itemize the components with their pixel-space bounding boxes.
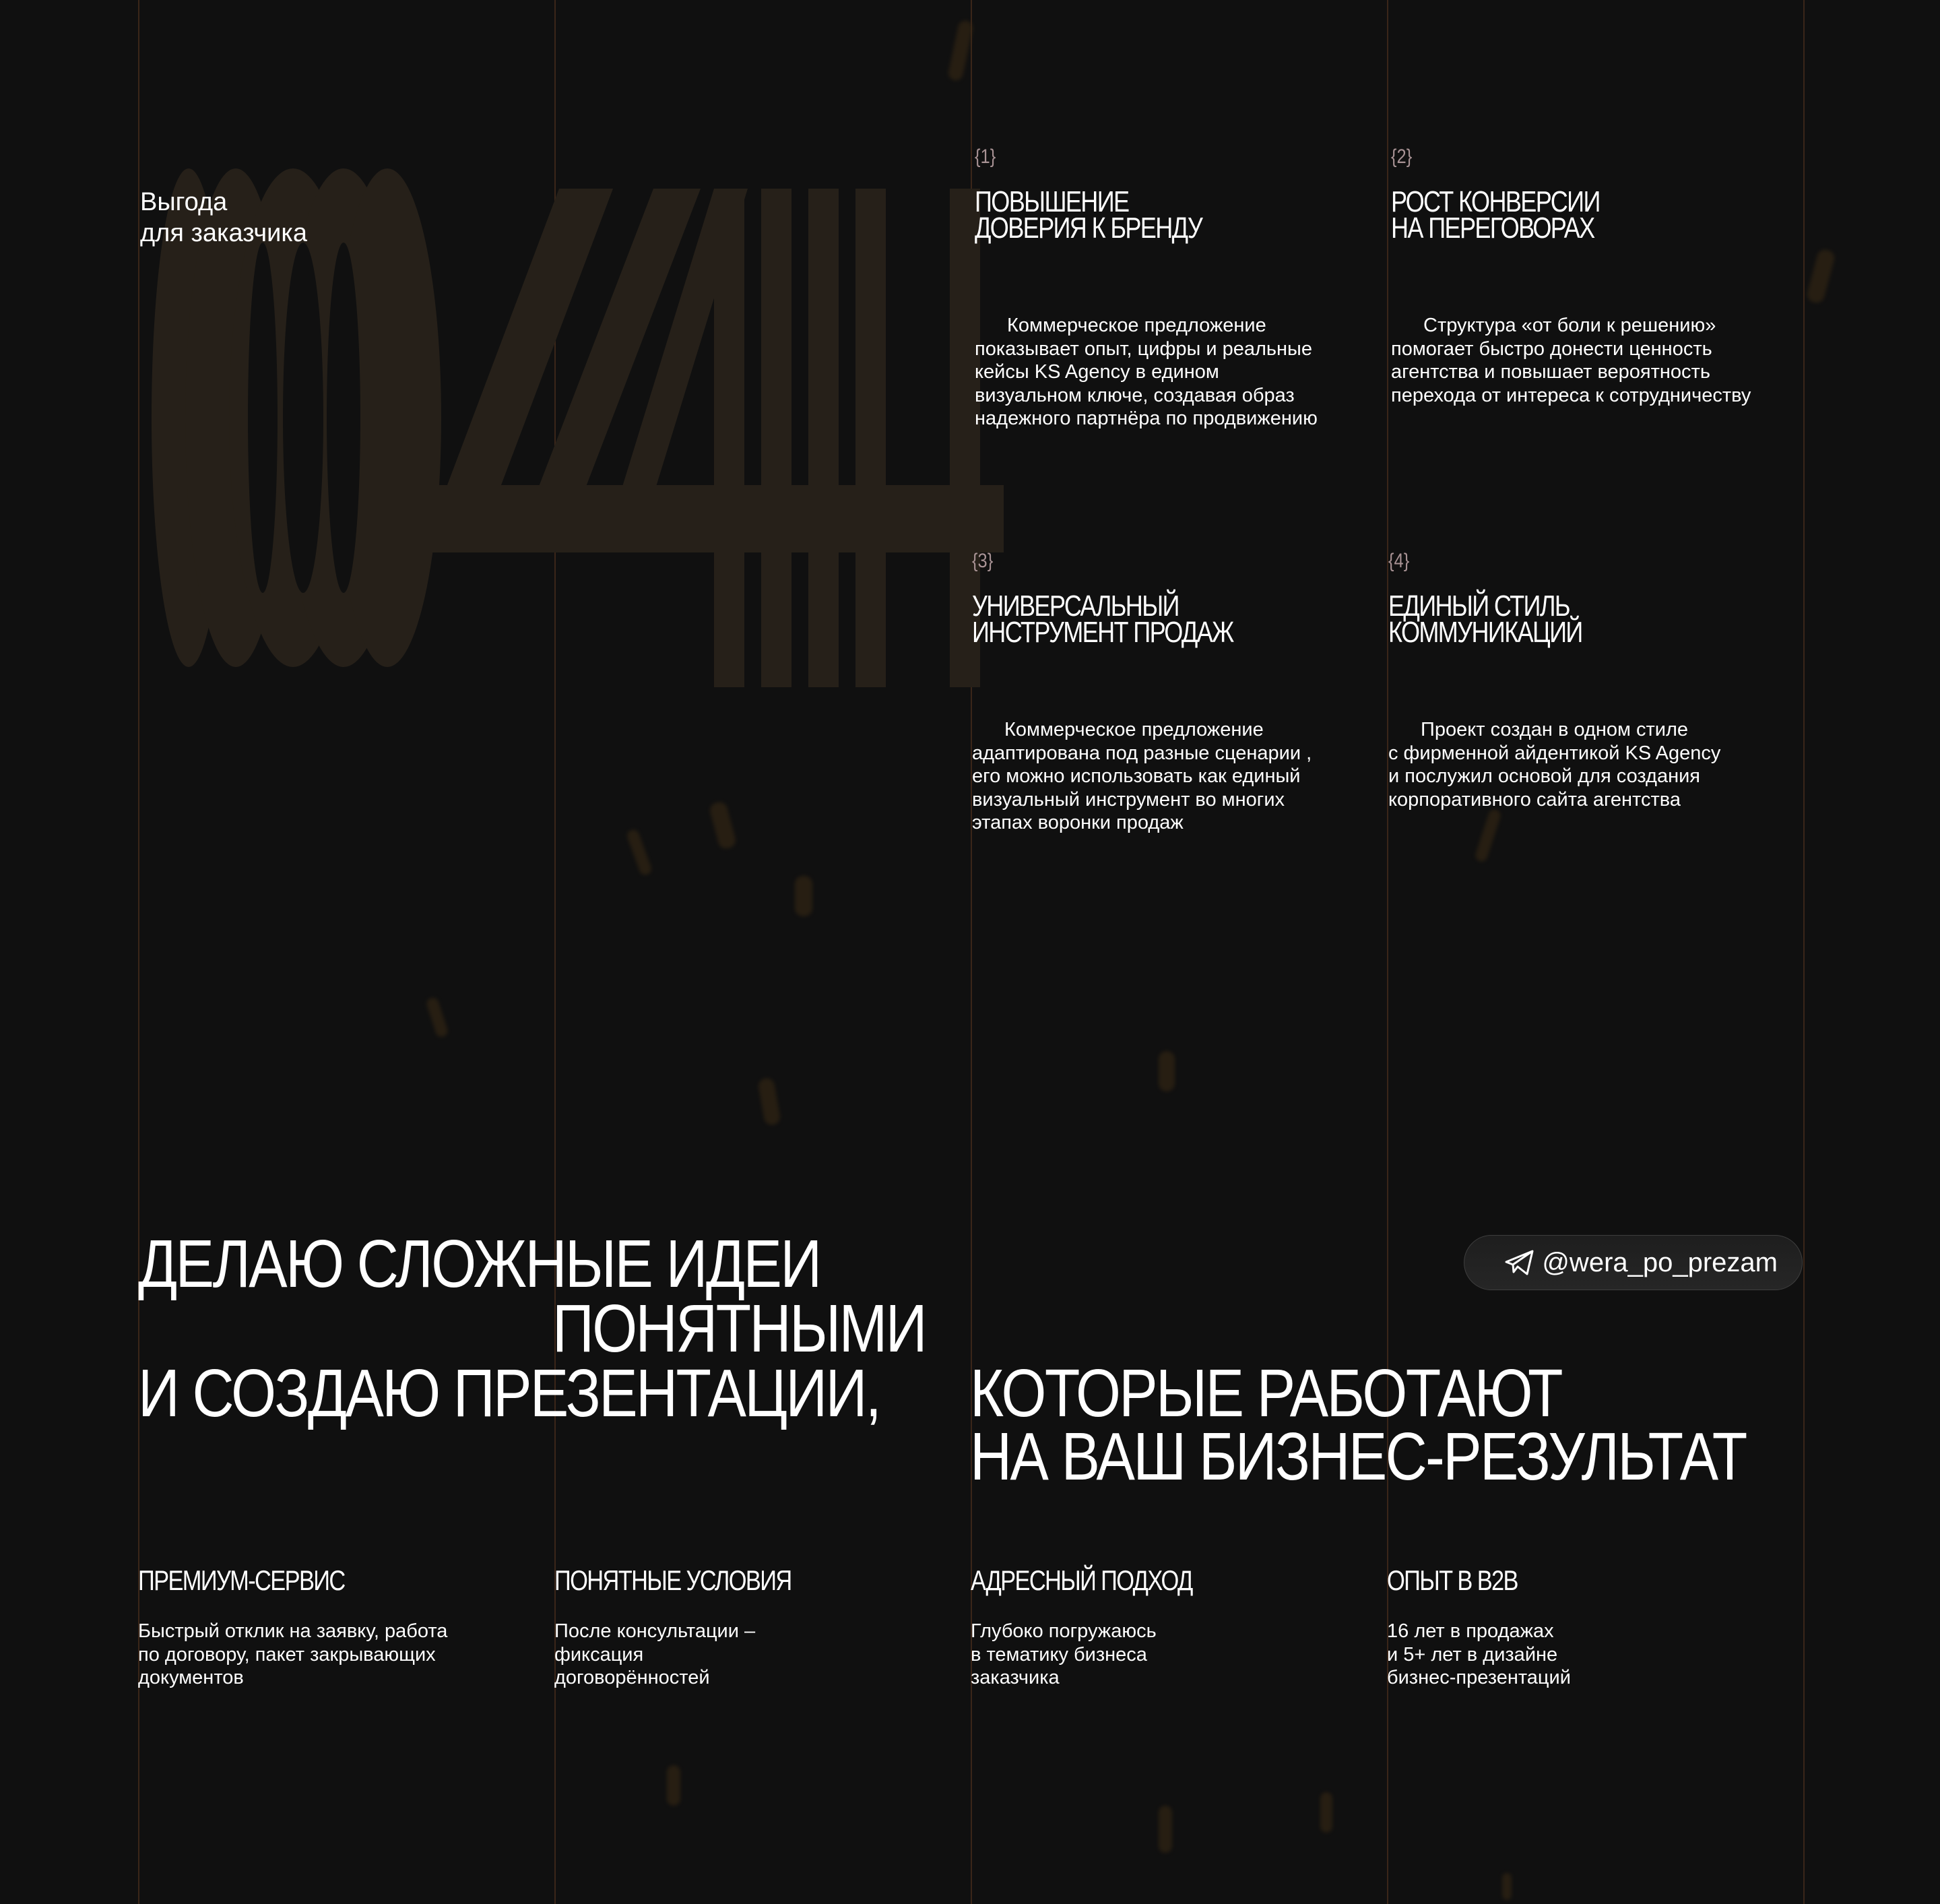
headline-line3a: И СОЗДАЮ ПРЕЗЕНТАЦИИ,: [138, 1356, 880, 1431]
benefit-title-line2: НА ПЕРЕГОВОРАХ: [1391, 212, 1594, 245]
feature-title: ПОНЯТНЫЕ УСЛОВИЯ: [554, 1564, 791, 1596]
headline-line4: НА ВАШ БИЗНЕС-РЕЗУЛЬТАТ: [970, 1419, 1746, 1494]
benefit-title-line1: РОСТ КОНВЕРСИИ: [1391, 185, 1600, 218]
headline-line2: ПОНЯТНЫМИ: [552, 1291, 926, 1366]
feature-premium-service: [138, 1564, 515, 1690]
benefit-title-line2: ИНСТРУМЕНТ ПРОДАЖ: [972, 616, 1233, 649]
benefit-title-line2: ДОВЕРИЯ К БРЕНДУ: [975, 212, 1202, 245]
benefit-title: [972, 590, 1303, 649]
feature-title: ОПЫТ В B2B: [1387, 1564, 1518, 1596]
feature-description: Быстрый отклик на заявку, работа по договору, пакет закрывающих документов: [138, 1620, 448, 1688]
benefit-title-line1: ПОВЫШЕНИЕ: [975, 185, 1129, 218]
benefit-number: {4}: [1388, 550, 1410, 572]
benefit-number: {2}: [1391, 146, 1413, 168]
feature-description: Глубоко погружаюсь в тематику бизнеса заказчика: [971, 1620, 1157, 1688]
benefit-card-2: [1391, 146, 1795, 407]
headline-line3b: КОТОРЫЕ РАБОТАЮТ: [970, 1356, 1562, 1431]
section-label-line1: Выгода: [140, 188, 228, 216]
headline-line1: ДЕЛАЮ СЛОЖНЫЕ ИДЕИ: [138, 1226, 820, 1302]
benefit-title-line2: КОММУНИКАЦИЙ: [1388, 616, 1582, 649]
benefit-description: Коммерческое предложение показывает опыт, цифры и реальные кейсы KS Agency в едином визуальном ключе, создавая образ надежного партнёра по продвижению: [975, 315, 1318, 429]
benefit-description: Проект создан в одном стиле с фирменной айдентикой KS Agency и послужил основой для создания корпоративного сайта агентства: [1388, 719, 1721, 811]
feature-clear-terms: [554, 1564, 932, 1690]
benefit-description: Коммерческое предложение адаптирована под разные сценарии , его можно использовать как единый визуальный инструмент во многих этапах воронки продаж: [972, 719, 1312, 833]
feature-title: АДРЕСНЫЙ ПОДХОД: [971, 1564, 1192, 1596]
section-label-line2: для заказчика: [140, 219, 307, 247]
feature-title: ПРЕМИУМ-СЕРВИС: [138, 1564, 345, 1596]
benefit-description: Структура «от боли к решению» помогает быстро донести ценность агентства и повышает вероятность перехода от интереса к сотрудничеству: [1391, 315, 1751, 406]
telegram-handle: @wera_po_prezam: [1542, 1247, 1778, 1277]
section-label: [140, 187, 307, 249]
feature-description: После консультации – фиксация договорённостей: [554, 1620, 756, 1688]
benefit-number: {1}: [975, 146, 996, 168]
feature-b2b-experience: [1387, 1564, 1764, 1690]
telegram-contact-button[interactable]: [1464, 1235, 1803, 1290]
feature-targeted-approach: [971, 1564, 1348, 1690]
telegram-icon: [1504, 1249, 1535, 1276]
benefit-title-line1: УНИВЕРСАЛЬНЫЙ: [972, 590, 1179, 623]
benefit-title-line1: ЕДИНЫЙ СТИЛЬ: [1388, 590, 1570, 623]
benefit-card-4: [1388, 550, 1792, 811]
benefit-number: {3}: [972, 550, 994, 572]
benefit-card-3: [972, 550, 1376, 835]
benefit-title: [1391, 185, 1722, 245]
benefit-title: [975, 185, 1306, 245]
grid-line: [1803, 0, 1805, 1904]
benefit-card-1: [975, 146, 1379, 431]
benefit-title: [1388, 590, 1720, 649]
feature-description: 16 лет в продажах и 5+ лет в дизайне бизнес-презентаций: [1387, 1620, 1571, 1688]
